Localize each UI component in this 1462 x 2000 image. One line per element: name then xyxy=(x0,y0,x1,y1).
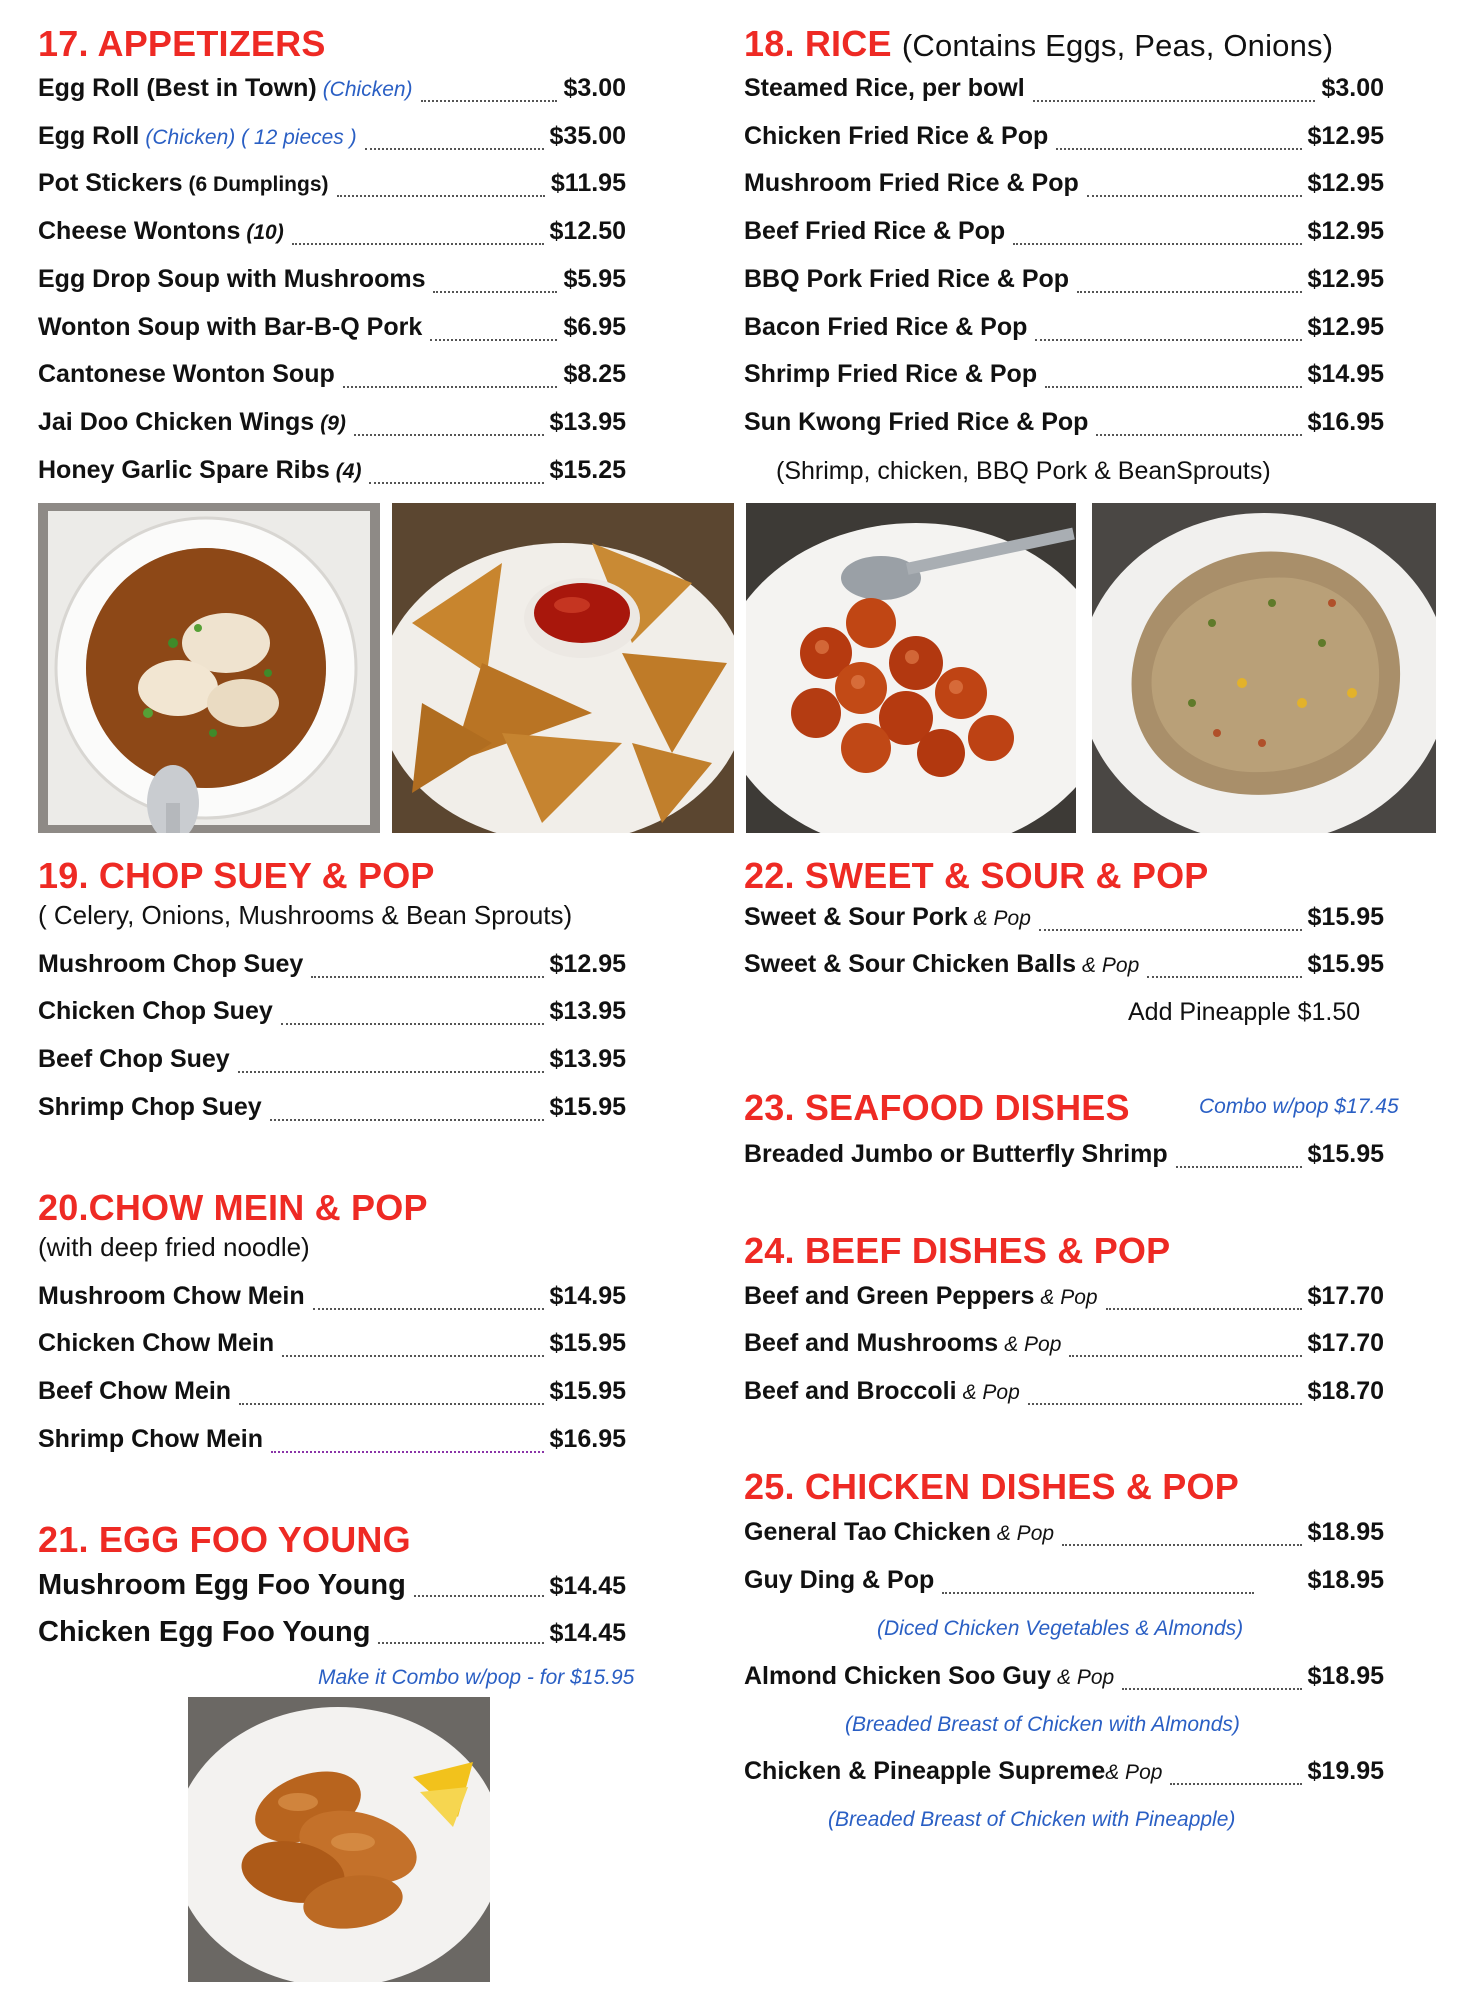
seafood-heading: 23. SEAFOOD DISHES xyxy=(744,1087,1130,1128)
menu-item: Mushroom Chow Mein $14.95 xyxy=(38,1282,626,1310)
menu-item: Jai Doo Chicken Wings (9) $13.95 xyxy=(38,408,626,436)
menu-item: Mushroom Egg Foo Young $14.45 xyxy=(38,1569,626,1601)
chicken-heading: 25. CHICKEN DISHES & POP xyxy=(744,1466,1239,1507)
menu-item: Wonton Soup with Bar-B-Q Pork $6.95 xyxy=(38,313,626,341)
rice-heading: 18. RICE (Contains Eggs, Peas, Onions) xyxy=(744,23,1334,64)
menu-item: Chicken & Pineapple Supreme & Pop $19.95 xyxy=(744,1757,1384,1785)
menu-item: Egg Roll (Best in Town) (Chicken) $3.00 xyxy=(38,74,626,102)
chow-mein-subtitle: (with deep fried noodle) xyxy=(38,1232,310,1262)
menu-item: Egg Drop Soup with Mushrooms $5.95 xyxy=(38,265,626,293)
egg-foo-young-heading: 21. EGG FOO YOUNG xyxy=(38,1519,411,1560)
menu-item: Beef and Green Peppers & Pop $17.70 xyxy=(744,1282,1384,1310)
menu-item: Beef Chop Suey $13.95 xyxy=(38,1045,626,1073)
menu-item: Almond Chicken Soo Guy & Pop $18.95 xyxy=(744,1662,1384,1690)
menu-item: Chicken Fried Rice & Pop $12.95 xyxy=(744,122,1384,150)
menu-item: Steamed Rice, per bowl $3.00 xyxy=(744,74,1384,102)
menu-item: Guy Ding & Pop $18.95 xyxy=(744,1566,1384,1594)
menu-item: Chicken Chop Suey $13.95 xyxy=(38,997,626,1025)
menu-item: Beef Fried Rice & Pop $12.95 xyxy=(744,217,1384,245)
chop-suey-heading: 19. CHOP SUEY & POP xyxy=(38,855,435,896)
menu-item: Breaded Jumbo or Butterfly Shrimp $15.95 xyxy=(744,1140,1384,1168)
menu-item: Sweet & Sour Chicken Balls & Pop $15.95 xyxy=(744,950,1384,978)
menu-item: Chicken Chow Mein $15.95 xyxy=(38,1329,626,1357)
menu-item: Shrimp Chop Suey $15.95 xyxy=(38,1093,626,1121)
menu-item: Beef Chow Mein $15.95 xyxy=(38,1377,626,1405)
chow-mein-heading: 20.CHOW MEIN & POP xyxy=(38,1187,428,1228)
rice-heading-sub: (Contains Eggs, Peas, Onions) xyxy=(901,28,1334,63)
appetizers-heading: 17. APPETIZERS xyxy=(38,23,326,64)
chicken-desc: (Breaded Breast of Chicken with Almonds) xyxy=(845,1713,1240,1736)
menu-item: General Tao Chicken & Pop $18.95 xyxy=(744,1518,1384,1546)
jai-doo-chicken-wings-photo xyxy=(188,1697,490,1982)
rice-footnote: (Shrimp, chicken, BBQ Pork & BeanSprouts) xyxy=(776,457,1271,485)
egg-foo-young-combo: Make it Combo w/pop - for $15.95 xyxy=(318,1666,635,1689)
sweet-sour-heading: 22. SWEET & SOUR & POP xyxy=(744,855,1209,896)
wonton-soup-photo xyxy=(38,503,380,833)
menu-item: Shrimp Fried Rice & Pop $14.95 xyxy=(744,360,1384,388)
menu-item: BBQ Pork Fried Rice & Pop $12.95 xyxy=(744,265,1384,293)
chop-suey-subtitle: ( Celery, Onions, Mushrooms & Bean Sprouts) xyxy=(38,900,573,930)
fried-rice-photo xyxy=(1092,503,1436,833)
menu-item: Chicken Egg Foo Young $14.45 xyxy=(38,1616,626,1648)
menu-item: Egg Roll (Chicken) ( 12 pieces ) $35.00 xyxy=(38,122,626,150)
menu-item: Shrimp Chow Mein $16.95 xyxy=(38,1425,626,1453)
seafood-combo: Combo w/pop $17.45 xyxy=(1199,1095,1399,1118)
menu-item: Cantonese Wonton Soup $8.25 xyxy=(38,360,626,388)
beef-heading: 24. BEEF DISHES & POP xyxy=(744,1230,1171,1271)
sweet-sour-addon: Add Pineapple $1.50 xyxy=(1128,998,1361,1026)
sweet-sour-chicken-balls-photo xyxy=(746,503,1076,833)
menu-item: Sun Kwong Fried Rice & Pop $16.95 xyxy=(744,408,1384,436)
menu-item: Honey Garlic Spare Ribs (4) $15.25 xyxy=(38,456,626,484)
cheese-wontons-photo xyxy=(392,503,734,833)
menu-item: Bacon Fried Rice & Pop $12.95 xyxy=(744,313,1384,341)
chicken-desc: (Diced Chicken Vegetables & Almonds) xyxy=(877,1617,1244,1640)
menu-item: Cheese Wontons (10) $12.50 xyxy=(38,217,626,245)
chicken-desc: (Breaded Breast of Chicken with Pineapple) xyxy=(828,1808,1236,1831)
menu-item: Sweet & Sour Pork & Pop $15.95 xyxy=(744,903,1384,931)
menu-item: Mushroom Fried Rice & Pop $12.95 xyxy=(744,169,1384,197)
menu-item: Beef and Broccoli & Pop $18.70 xyxy=(744,1377,1384,1405)
menu-item: Beef and Mushrooms & Pop $17.70 xyxy=(744,1329,1384,1357)
menu-item: Pot Stickers (6 Dumplings) $11.95 xyxy=(38,169,626,197)
menu-item: Mushroom Chop Suey $12.95 xyxy=(38,950,626,978)
